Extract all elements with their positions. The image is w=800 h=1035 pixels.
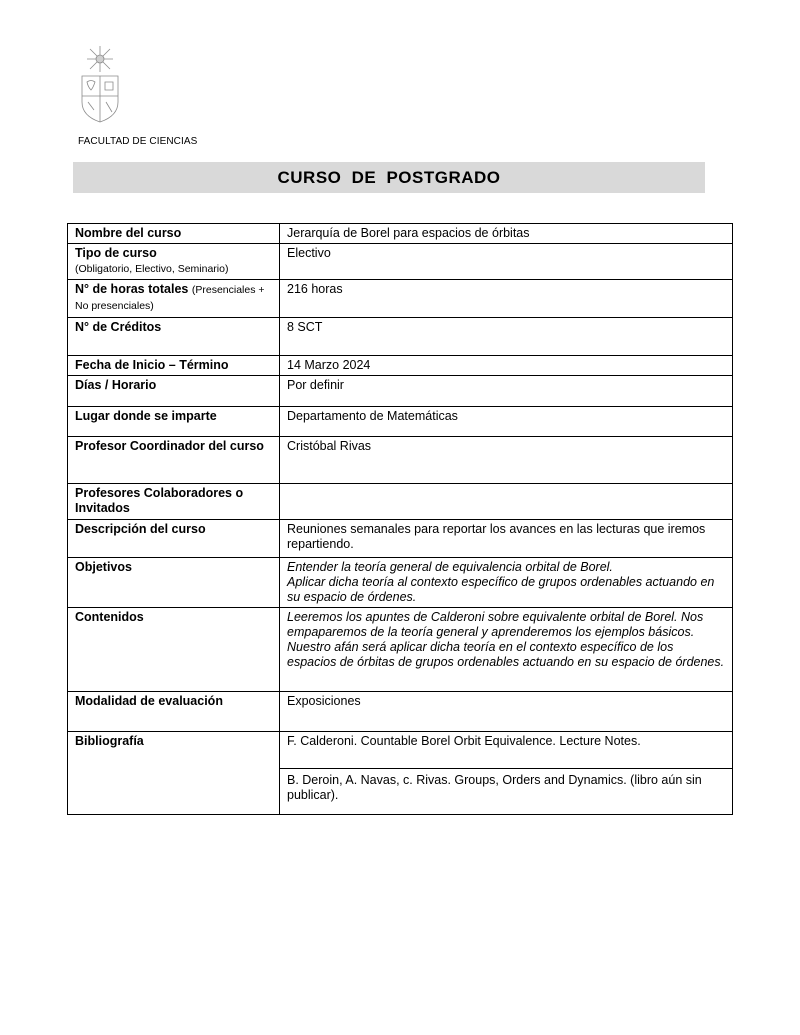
- table-row: [68, 318, 733, 356]
- row-value: 14 Marzo 2024: [280, 356, 733, 376]
- title-banner: [73, 162, 705, 193]
- row-label: Descripción del curso: [68, 520, 280, 558]
- table-row: [68, 484, 733, 520]
- university-crest-icon: [78, 44, 122, 124]
- row-label: [68, 280, 280, 318]
- row-label: Lugar donde se imparte: [68, 407, 280, 437]
- row-value: [280, 558, 733, 608]
- row-value: 8 SCT: [280, 318, 733, 356]
- row-label: Objetivos: [68, 558, 280, 608]
- table-row: [68, 692, 733, 732]
- table-row: [68, 407, 733, 437]
- row-label: [68, 244, 280, 280]
- row-label: Modalidad de evaluación: [68, 692, 280, 732]
- row-label: Nombre del curso: [68, 224, 280, 244]
- row-label: Bibliografía: [68, 732, 280, 815]
- course-info-table: [67, 223, 733, 815]
- table-row: [68, 437, 733, 484]
- row-value: Jerarquía de Borel para espacios de órbitas: [280, 224, 733, 244]
- row-label: Fecha de Inicio – Término: [68, 356, 280, 376]
- table-row: [68, 732, 733, 769]
- faculty-name: FACULTAD DE CIENCIAS: [78, 136, 198, 147]
- row-label: Profesores Colaboradores o Invitados: [68, 484, 280, 520]
- table-row: [68, 558, 733, 608]
- table-row: [68, 280, 733, 318]
- row-label: N° de Créditos: [68, 318, 280, 356]
- row-value: [280, 484, 733, 520]
- table-row: [68, 608, 733, 692]
- table-row: [68, 356, 733, 376]
- row-label: Profesor Coordinador del curso: [68, 437, 280, 484]
- table-row: [68, 376, 733, 407]
- page-title: CURSO DE POSTGRADO: [277, 167, 501, 187]
- bibliography-item: B. Deroin, A. Navas, c. Rivas. Groups, Orders and Dynamics. (libro aún sin publicar).: [280, 769, 733, 815]
- row-label-text: N° de horas totales: [75, 282, 189, 296]
- row-sublabel: (Presenciales + No presenciales): [75, 284, 265, 312]
- objective-item: Entender la teoría general de equivalencia orbital de Borel.: [287, 560, 613, 574]
- row-label: Días / Horario: [68, 376, 280, 407]
- row-value: Reuniones semanales para reportar los avances en las lecturas que iremos repartiendo.: [280, 520, 733, 558]
- table-row: [68, 520, 733, 558]
- row-label: Contenidos: [68, 608, 280, 692]
- row-value: Exposiciones: [280, 692, 733, 732]
- row-value: Departamento de Matemáticas: [280, 407, 733, 437]
- row-value: Leeremos los apuntes de Calderoni sobre equivalente orbital de Borel. Nos empaparemos de la teoría general y aprenderemos los ejemplos básicos. Nuestro afán será aplicar dicha teoría en el contexto específico de los espacios de órbitas de grupos ordenables actuando en su espacio de órdenes.: [280, 608, 733, 692]
- row-value: Por definir: [280, 376, 733, 407]
- row-sublabel: (Obligatorio, Electivo, Seminario): [75, 263, 229, 275]
- row-value: 216 horas: [280, 280, 733, 318]
- row-value: Cristóbal Rivas: [280, 437, 733, 484]
- table-row: [68, 224, 733, 244]
- bibliography-item: F. Calderoni. Countable Borel Orbit Equivalence. Lecture Notes.: [280, 732, 733, 769]
- row-value: Electivo: [280, 244, 733, 280]
- table-row: [68, 244, 733, 280]
- objective-item: Aplicar dicha teoría al contexto específico de grupos ordenables actuando en su espacio de órdenes.: [287, 575, 715, 604]
- row-label-text: Tipo de curso: [75, 246, 157, 260]
